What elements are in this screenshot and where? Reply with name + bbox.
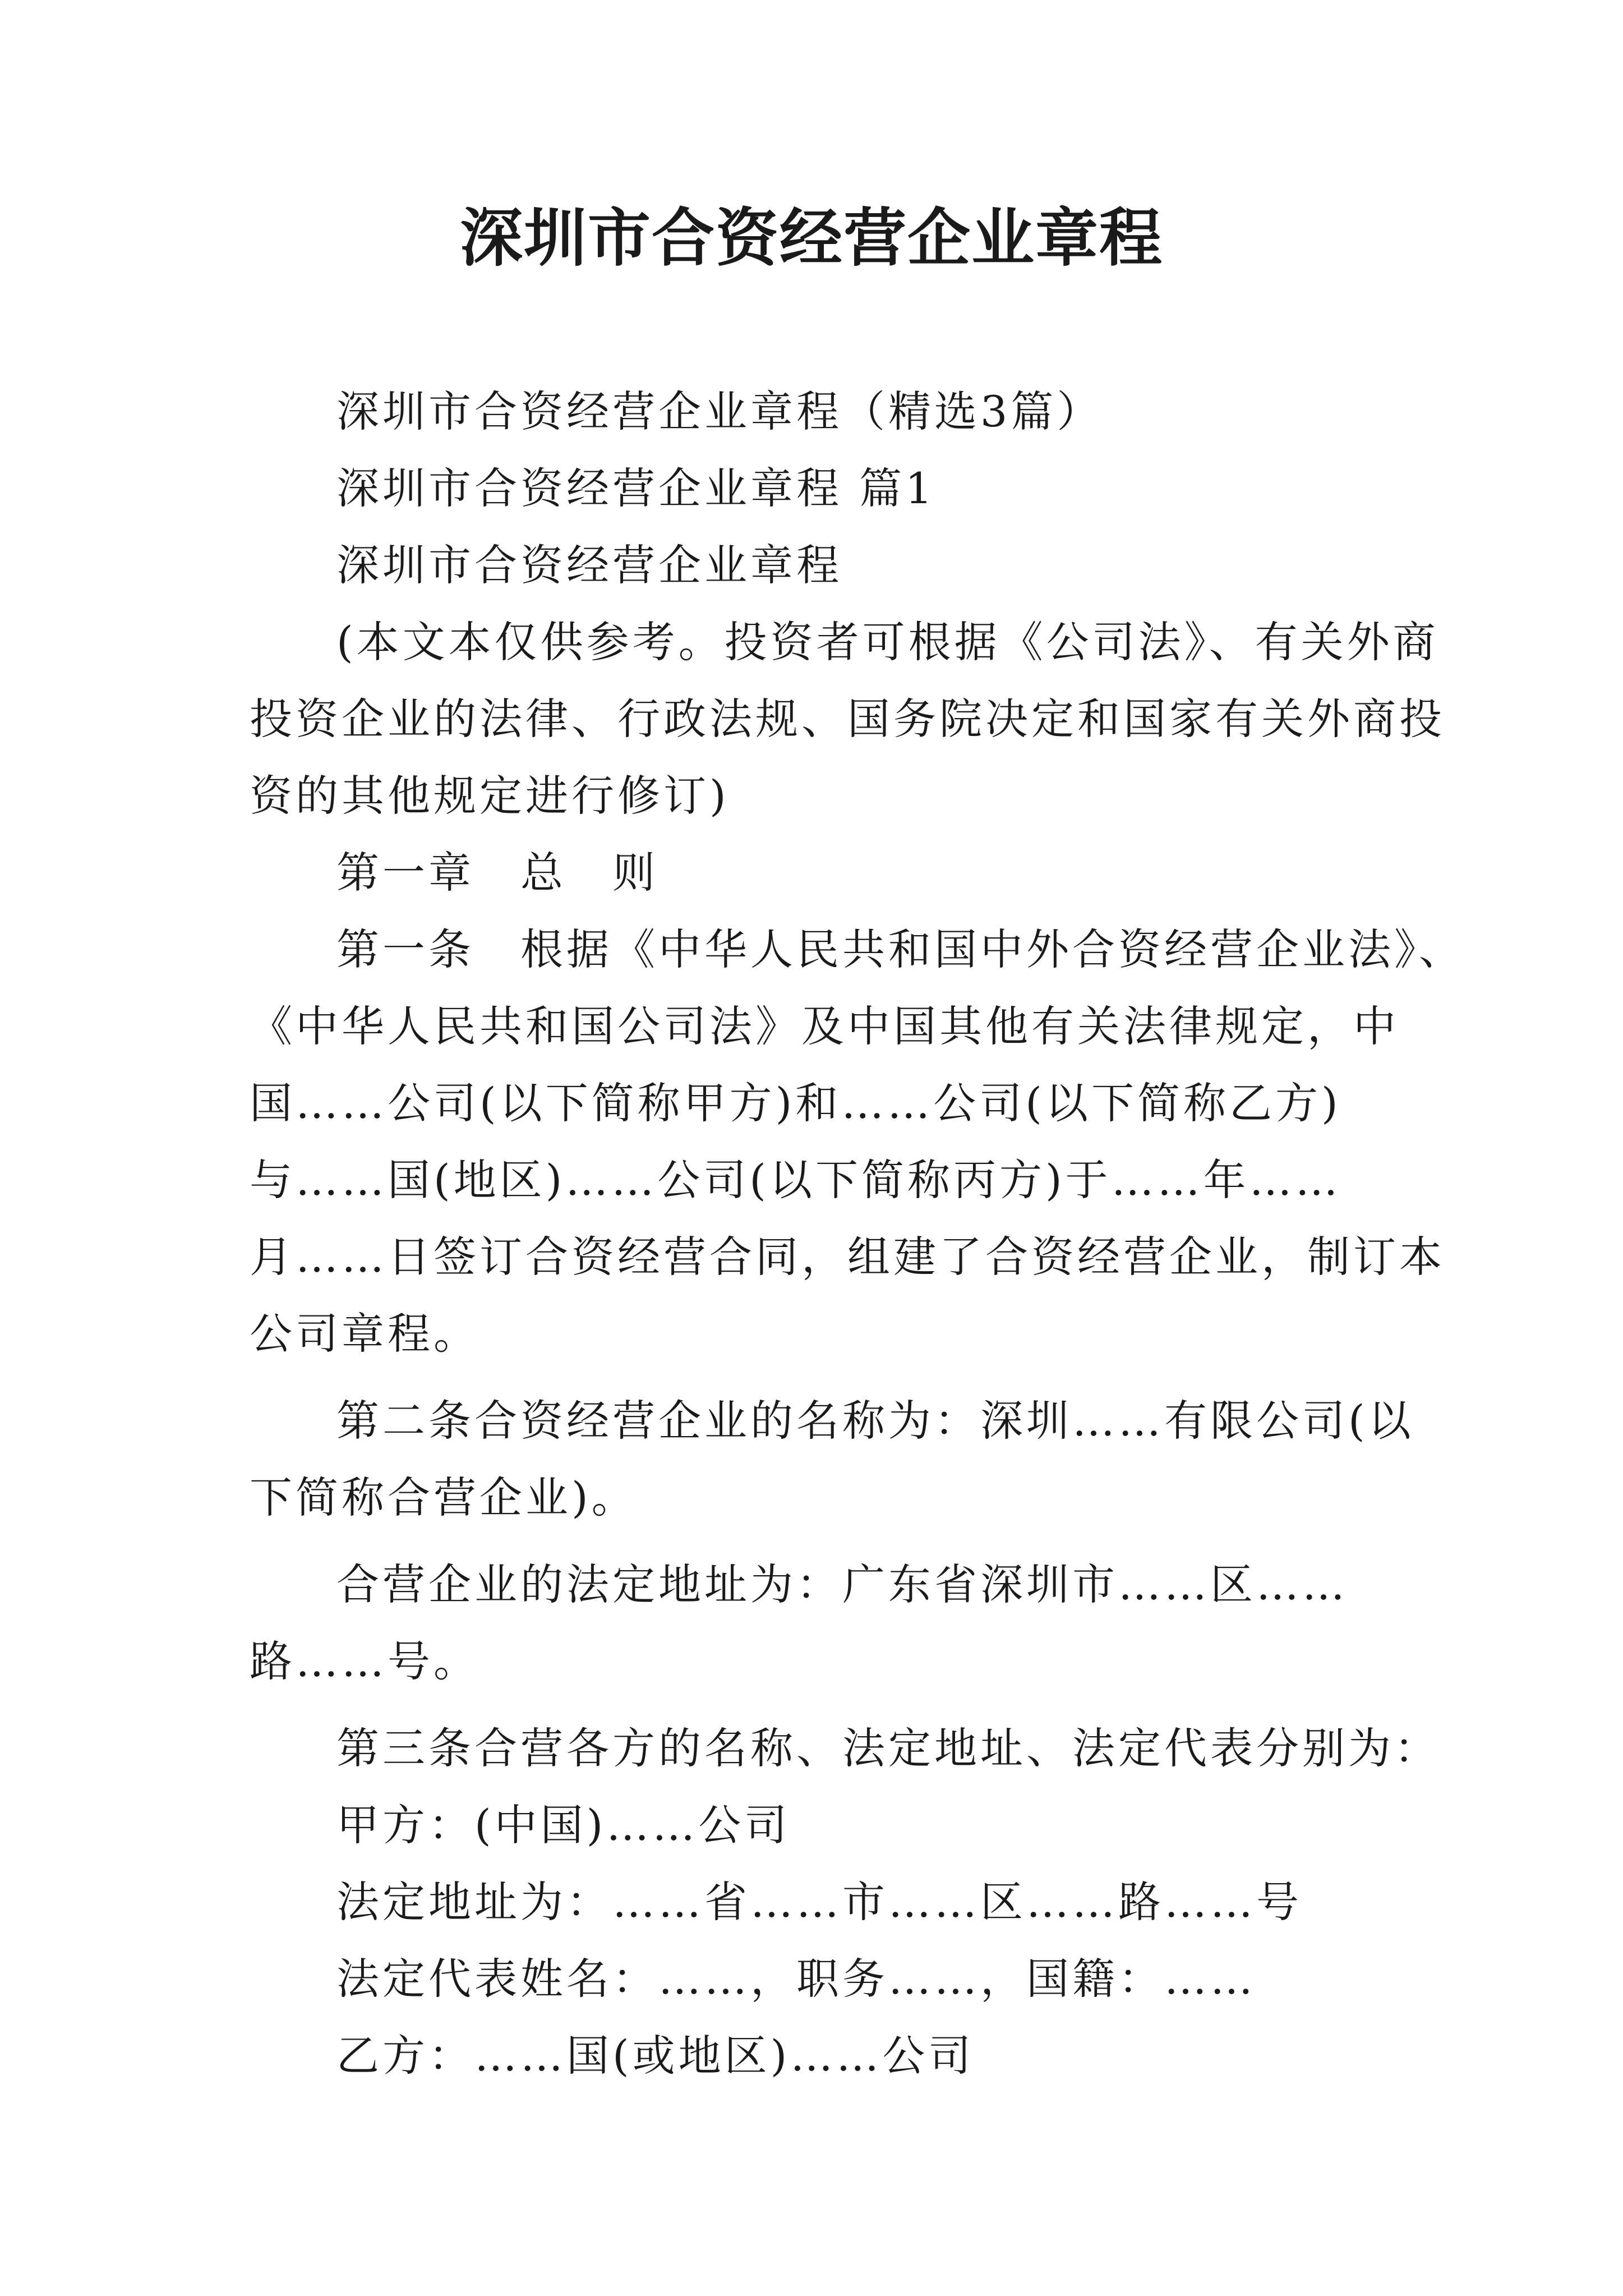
text-line: 深圳市合资经营企业章程（精选3篇）	[336, 386, 1103, 436]
text-line: 法定代表姓名：……，职务……，国籍：……	[336, 1954, 1256, 2004]
text-line: 第二条合资经营企业的名称为：深圳……有限公司(以	[336, 1396, 1414, 1446]
text-line: 甲方：(中国)……公司	[336, 1800, 791, 1850]
text-line: 月……日签订合资经营合同，组建了合资经营企业，制订本	[250, 1232, 1445, 1282]
text-line: 第一条 根据《中华人民共和国中外合资经营企业法》、	[336, 924, 1465, 974]
text-line: 深圳市合资经营企业章程	[336, 540, 842, 590]
text-line: 投资企业的法律、行政法规、国务院决定和国家有关外商投	[250, 694, 1445, 744]
text-line: 合营企业的法定地址为：广东省深圳市……区……	[336, 1559, 1348, 1609]
text-line: 第三条合营各方的名称、法定地址、法定代表分别为：	[336, 1723, 1440, 1773]
text-line: 深圳市合资经营企业章程 篇1	[336, 463, 936, 513]
chapter-heading: 第一章 总 则	[336, 848, 658, 898]
text-line: 下简称合营企业)。	[250, 1473, 638, 1522]
text-line: 《中华人民共和国公司法》及中国其他有关法律规定，中	[250, 1001, 1399, 1051]
text-line: 公司章程。	[250, 1309, 479, 1359]
document-body	[250, 373, 1465, 2094]
text-line: 乙方：……国(或地区)……公司	[336, 2031, 975, 2081]
text-line: (本文本仅供参考。投资者可根据《公司法》、有关外商	[336, 617, 1439, 667]
document-title: 深圳市合资经营企业章程	[460, 201, 1163, 275]
text-line: 路……号。	[250, 1636, 479, 1686]
text-line: 资的其他规定进行修订)	[250, 771, 730, 821]
text-line: 法定地址为：……省……市……区……路……号	[336, 1877, 1302, 1927]
text-line: 与……国(地区)……公司(以下简称丙方)于……年……	[250, 1155, 1341, 1205]
text-line: 国……公司(以下简称甲方)和……公司(以下简称乙方)	[250, 1078, 1341, 1128]
